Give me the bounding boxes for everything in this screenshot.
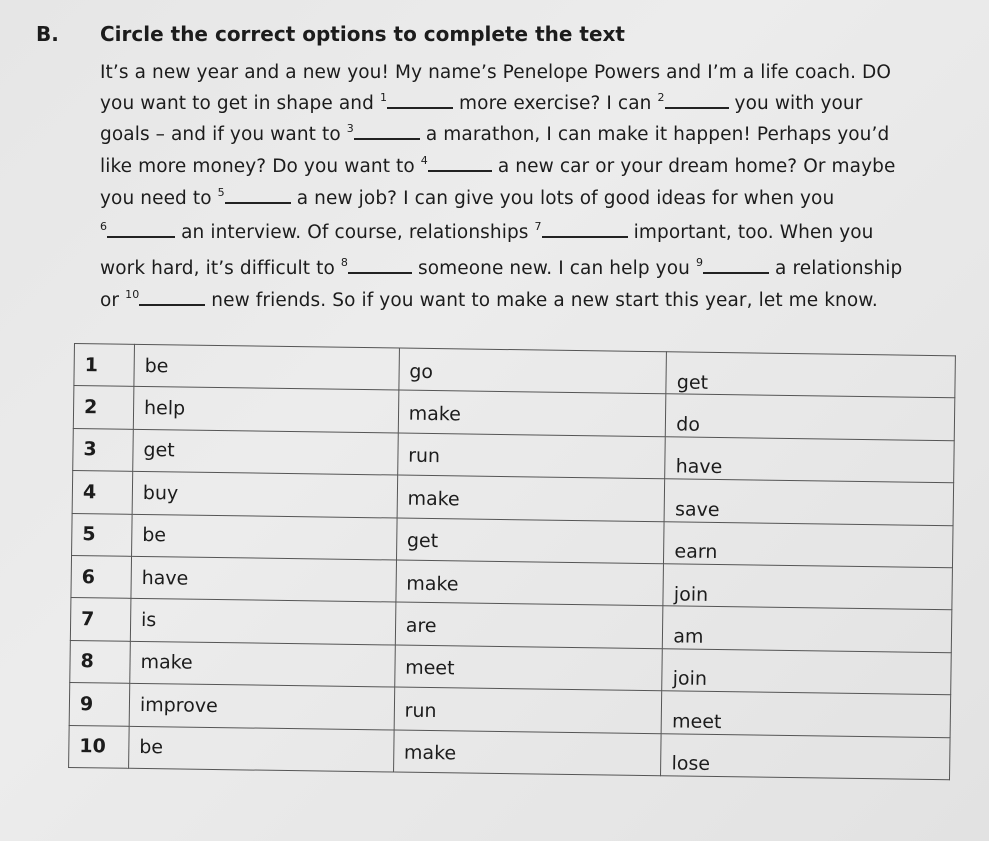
gap-number: 5 [217,186,225,199]
option-a[interactable]: make [130,641,395,687]
option-a[interactable]: get [133,429,398,475]
gap-number: 6 [100,220,108,233]
item-number: 7 [70,598,131,641]
passage-line-1 [100,62,891,83]
option-b[interactable]: run [397,433,665,479]
passage-line-4 [100,156,896,177]
passage-text: goals – and if you want to [100,124,347,145]
gap-blank [542,222,628,238]
option-b[interactable]: make [396,560,664,606]
passage-line-8 [100,290,878,311]
option-c[interactable]: do [666,394,955,440]
exercise-letter: B. [36,22,59,46]
gap-blank [225,188,291,204]
passage-text: someone new. I can help you [411,258,696,279]
passage-line-3 [100,124,889,145]
passage-text: you need to [100,188,218,209]
gap-blank [703,258,769,274]
option-a[interactable]: improve [129,683,394,729]
option-b[interactable]: go [399,348,667,394]
gap-number: 8 [340,256,348,269]
option-c[interactable]: join [663,564,952,610]
option-a[interactable]: is [130,599,395,645]
gap-number: 7 [534,220,542,233]
passage-text: an interview. Of course, relationships [175,222,535,243]
gap-number: 10 [125,288,140,301]
passage-text: you want to get in shape and [100,93,380,114]
option-c[interactable]: join [662,648,951,694]
gap-blank [665,93,729,109]
option-a[interactable]: have [131,556,396,602]
option-c[interactable]: have [665,437,954,483]
gap-blank [428,156,492,172]
option-c[interactable]: get [666,352,955,398]
gap-number: 3 [346,122,354,135]
passage-text: like more money? Do you want to [100,156,421,177]
item-number: 9 [69,683,130,726]
option-a[interactable]: buy [132,472,397,518]
gap-number: 1 [379,91,388,104]
gap-blank [348,258,412,274]
option-c[interactable]: earn [664,521,953,567]
option-b[interactable]: make [397,475,665,521]
passage-text: important, too. When you [627,222,874,243]
gap-blank [354,124,420,140]
option-c[interactable]: meet [661,691,950,737]
passage-text: you with your [728,93,863,114]
item-number: 3 [73,428,134,471]
option-b[interactable]: make [393,730,661,776]
option-b[interactable]: run [394,687,662,733]
passage-line-5 [100,188,834,209]
option-b[interactable]: get [396,518,664,564]
option-a[interactable]: be [129,726,394,772]
passage-line-2 [100,93,862,114]
option-a[interactable]: be [134,344,399,390]
item-number: 8 [70,640,131,683]
item-number: 5 [72,513,133,556]
passage-text: new friends. So if you want to make a new start this year, let me know. [205,290,878,311]
option-b[interactable]: are [395,602,663,648]
option-a[interactable]: help [133,387,398,433]
option-c[interactable]: am [663,606,952,652]
passage-text: work hard, it’s difficult to [100,258,341,279]
passage-text: a new job? I can give you lots of good ideas for when you [290,188,835,209]
option-c[interactable]: save [664,479,953,525]
option-b[interactable]: make [398,390,666,436]
option-b[interactable]: meet [394,645,662,691]
passage-text: or [100,290,126,311]
exercise-instruction: Circle the correct options to complete the text [100,22,625,46]
options-table [68,343,956,780]
item-number: 2 [73,386,134,429]
option-a[interactable]: be [131,514,396,560]
passage-text: It’s a new year and a new you! My name’s Penelope Powers and I’m a life coach. DO [100,62,892,83]
passage-text: a relationship [769,258,903,279]
passage-text: a marathon, I can make it happen! Perhaps you’d [419,124,890,145]
gap-number: 9 [695,256,704,269]
gap-blank [387,93,453,109]
option-c[interactable]: lose [661,733,950,779]
gap-blank [139,290,205,306]
passage-text: a new car or your dream home? Or maybe [491,156,896,177]
passage-text: more exercise? I can [453,93,658,114]
gap-number: 4 [420,154,428,167]
item-number: 10 [69,725,130,768]
item-number: 4 [72,471,133,514]
passage-line-7 [100,258,902,279]
gap-blank [107,222,175,238]
item-number: 1 [74,344,135,387]
passage-line-6 [100,222,874,243]
item-number: 6 [71,555,132,598]
gap-number: 2 [657,91,665,104]
